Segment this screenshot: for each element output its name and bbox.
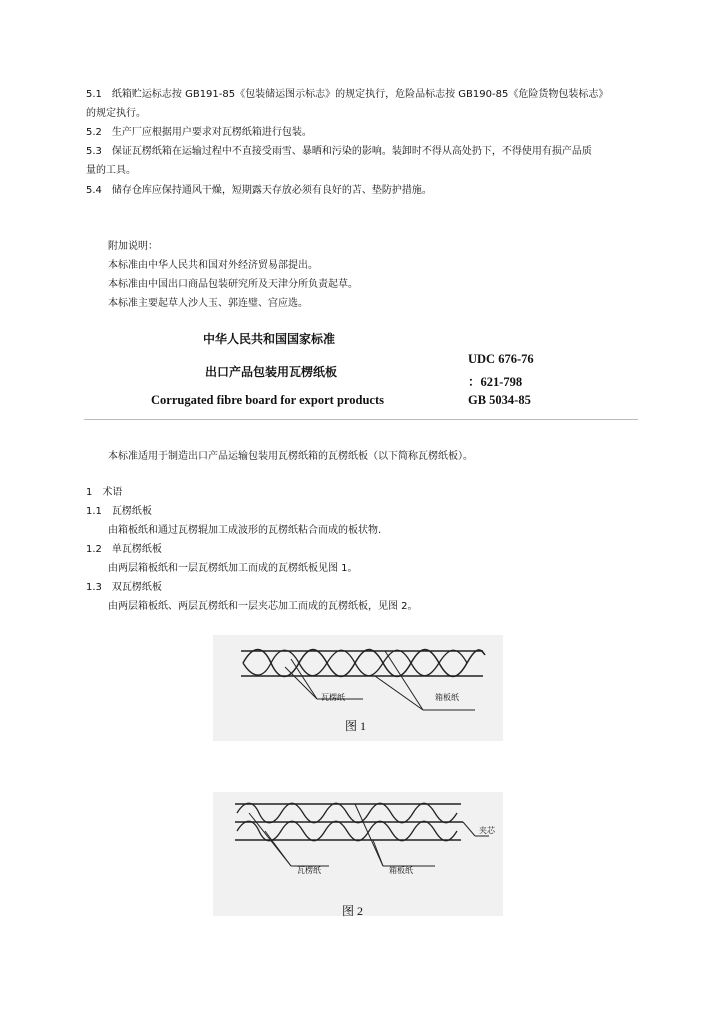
scope-text: 本标准适用于制造出口产品运输包装用瓦楞纸箱的瓦楞纸板（以下简称瓦楞纸板）。 [108, 451, 473, 462]
figure-2-flute-label: 瓦楞纸 [297, 866, 321, 875]
figure-2-scan [213, 792, 503, 916]
term-1-1-definition: 由箱板纸和通过瓦楞辊加工成波形的瓦楞纸粘合而成的板状物. [108, 525, 382, 536]
clause-5-3-line2: 量的工具。 [86, 165, 136, 176]
notes-title: 附加说明： [108, 241, 158, 252]
clause-5-3-line1: 5.3 保证瓦楞纸箱在运输过程中不直接受雨雪、暴晒和污染的影响。装卸时不得从高处扔下，不得使用有损产品质 [86, 146, 592, 157]
header-divider [84, 419, 638, 420]
clause-5-2: 5.2 生产厂应根据用户要求对瓦楞纸箱进行包装。 [86, 127, 312, 138]
notes-line-3: 本标准主要起草人沙人玉、郭连璧、宫应选。 [108, 298, 308, 309]
standard-title-cn: 出口产品包装用瓦楞纸板 [205, 365, 338, 379]
figure-1-flute-label: 瓦楞纸 [321, 693, 345, 702]
standard-title-en: Corrugated fibre board for export products [151, 393, 384, 407]
term-1-1-heading: 1.1 瓦楞纸板 [86, 506, 152, 517]
standard-org: 中华人民共和国国家标准 [203, 332, 336, 346]
figure-1-caption: 图 1 [345, 719, 367, 733]
figure-2-liner-label: 箱板纸 [389, 866, 413, 875]
term-1-2-definition: 由两层箱板纸和一层瓦楞纸加工而成的瓦楞纸板见图 1。 [108, 563, 358, 574]
figure-2-caption: 图 2 [342, 904, 364, 918]
gb-number: GB 5034-85 [468, 393, 531, 407]
notes-line-2: 本标准由中国出口商品包装研究所及天津分所负责起草。 [108, 279, 358, 290]
clause-5-4: 5.4 储存仓库应保持通风干燥，短期露天存放必须有良好的苫、垫防护措施。 [86, 185, 432, 196]
notes-line-1: 本标准由中华人民共和国对外经济贸易部提出。 [108, 260, 318, 271]
double-wall-diagram [213, 792, 503, 916]
section-1-heading: 1 术语 [86, 487, 123, 498]
udc-code-2: ：621-798 [468, 375, 523, 389]
clause-5-1-line2: 的规定执行。 [86, 108, 146, 119]
figure-1-liner-label: 箱板纸 [435, 693, 459, 702]
figure-2-core-label: 夹芯 [479, 826, 495, 835]
clause-5-1-line1: 5.1 纸箱贮运标志按 GB191-85《包装储运图示标志》的规定执行，危险品标志按 GB190-85《危险货物包装标志》 [86, 89, 609, 100]
figure-1-scan [213, 635, 503, 741]
term-1-3-heading: 1.3 双瓦楞纸板 [86, 582, 162, 593]
term-1-2-heading: 1.2 单瓦楞纸板 [86, 544, 162, 555]
udc-code: UDC 676-76 [468, 352, 534, 366]
term-1-3-definition: 由两层箱板纸、两层瓦楞纸和一层夹芯加工而成的瓦楞纸板，见图 2。 [108, 601, 418, 612]
